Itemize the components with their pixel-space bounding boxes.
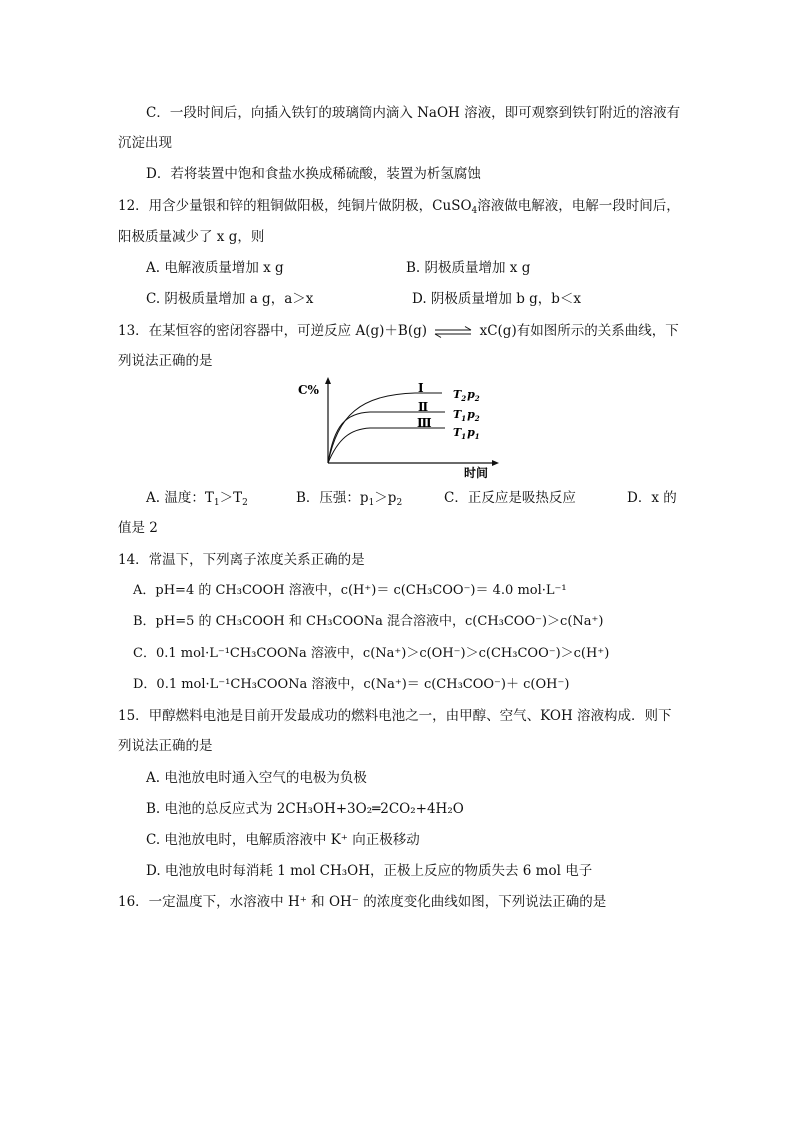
q13-option-a-text2: ＞T <box>219 490 243 506</box>
q13-option-b-text2: ＞p <box>374 490 397 506</box>
q13-option-a-text1: A. 温度：T <box>146 490 214 506</box>
q13-option-d-line2: 值是 2 <box>118 520 158 536</box>
q13-stem-line1 <box>118 322 679 340</box>
q13-stem-part2: xC(g)有如图所示的关系曲线，下 <box>479 323 679 339</box>
q11-option-c-line1: C．一段时间后，向插入铁钉的玻璃筒内滴入 NaOH 溶液，即可观察到铁钉附近的溶液有 <box>146 105 681 121</box>
curve-3-roman-label: Ⅲ <box>417 416 432 430</box>
q13-option-b-text1: B．压强：p <box>296 490 369 506</box>
q13-stem-line2: 列说法正确的是 <box>118 353 213 369</box>
curve-3-condition-label: $T_1p_1$ <box>453 426 480 441</box>
q13-option-a-sub1: 1 <box>213 498 220 508</box>
q13-option-b-sub1: 1 <box>368 498 375 508</box>
q15-option-a: A. 电池放电时通入空气的电极为负极 <box>146 770 367 786</box>
q14-option-d: D．0.1 mol·L⁻¹CH₃COONa 溶液中，c(Na⁺)＝ c(CH₃COO⁻)＋ c(OH⁻) <box>133 677 570 692</box>
y-axis-arrow-icon <box>325 377 331 384</box>
q13-option-b <box>296 489 402 512</box>
q12-option-a: A. 电解液质量增加 x g <box>146 260 284 276</box>
q12-stem-part2: 溶液做电解液，电解一段时间后， <box>477 198 680 214</box>
curve-2-condition-label: $T_1p_2$ <box>453 408 480 423</box>
q16-stem: 16．一定温度下，水溶液中 H⁺ 和 OH⁻ 的浓度变化曲线如图，下列说法正确的是 <box>118 894 607 910</box>
q12-option-c: C. 阴极质量增加 a g，a＞x <box>146 291 314 307</box>
curve-1-condition-label: $T_2p_2$ <box>453 388 480 403</box>
q12-stem-line2: 阳极质量减少了 x g，则 <box>118 229 265 245</box>
q14-option-c: C．0.1 mol·L⁻¹CH₃COONa 溶液中，c(Na⁺)＞c(OH⁻)＞c(CH₃COO⁻)＞c(H⁺) <box>133 646 610 661</box>
q15-option-b: B. 电池的总反应式为 2CH₃OH+3O₂═2CO₂+4H₂O <box>146 801 464 817</box>
x-axis-arrow-icon <box>492 460 499 466</box>
q13-graph <box>290 375 520 483</box>
reversible-arrow-icon <box>433 326 473 338</box>
curve-2-roman-label: Ⅱ <box>418 400 429 414</box>
q13-stem-part1: 13．在某恒容的密闭容器中，可逆反应 A(g)＋B(g) <box>118 323 427 339</box>
q13-option-d-line1: D．x 的 <box>627 490 677 506</box>
x-axis-label: 时间 <box>464 466 489 480</box>
y-axis-label: C% <box>298 383 319 397</box>
q13-option-a <box>146 489 248 512</box>
q13-option-a-sub2: 2 <box>242 498 248 508</box>
q13-option-b-sub2: 2 <box>396 498 403 508</box>
q12-stem-subscript: 4 <box>471 206 478 216</box>
q11-option-d: D．若将装置中饱和食盐水换成稀硫酸，装置为析氢腐蚀 <box>146 166 481 182</box>
q12-stem-line1 <box>118 197 680 220</box>
q14-stem: 14．常温下，下列离子浓度关系正确的是 <box>118 552 365 568</box>
q15-option-d: D. 电池放电时每消耗 1 mol CH₃OH，正极上反应的物质失去 6 mol 电子 <box>146 863 593 879</box>
q14-option-a: A．pH=4 的 CH₃COOH 溶液中，c(H⁺)＝ c(CH₃COO⁻)＝ 4.0 mol·L⁻¹ <box>133 583 567 598</box>
q12-stem-part1: 12．用含少量银和锌的粗铜做阳极，纯铜片做阴极，CuSO <box>118 198 472 214</box>
q15-stem-line2: 列说法正确的是 <box>118 738 213 754</box>
q12-option-b: B. 阴极质量增加 x g <box>406 260 531 276</box>
q14-option-b: B．pH=5 的 CH₃COOH 和 CH₃COONa 混合溶液中，c(CH₃COO⁻)＞c(Na⁺) <box>133 614 604 629</box>
curve-3 <box>328 428 445 463</box>
q13-option-c: C．正反应是吸热反应 <box>444 490 576 506</box>
q15-stem-line1: 15．甲醇燃料电池是目前开发最成功的燃料电池之一，由甲醇、空气、KOH 溶液构成．则下 <box>118 708 672 724</box>
q11-option-c-line2: 沉淀出现 <box>118 135 172 151</box>
q12-option-d: D. 阴极质量增加 b g，b＜x <box>412 291 582 307</box>
q15-option-c: C. 电池放电时，电解质溶液中 K⁺ 向正极移动 <box>146 832 420 848</box>
curve-1-roman-label: Ⅰ <box>418 381 424 395</box>
